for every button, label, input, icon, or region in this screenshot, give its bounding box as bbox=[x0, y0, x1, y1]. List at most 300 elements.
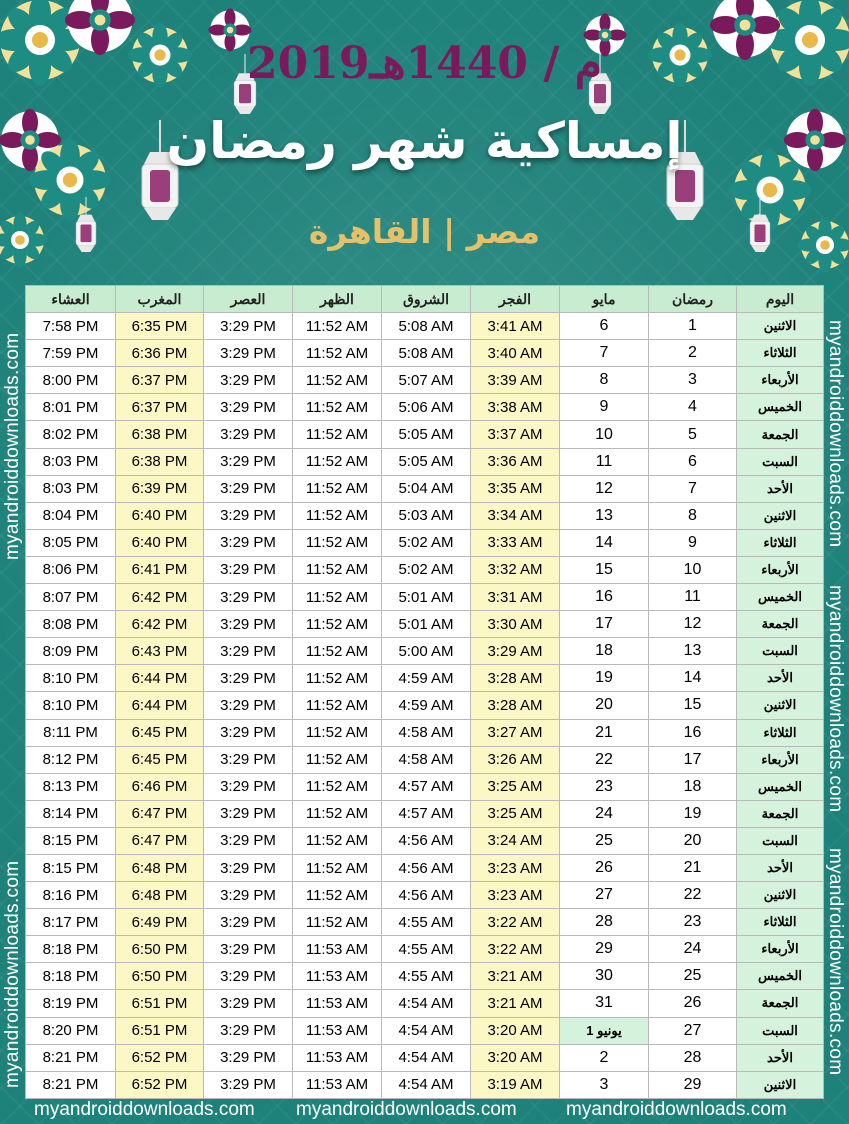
cell-may: 26 bbox=[560, 854, 649, 881]
cell-maghrib: 6:37 PM bbox=[116, 367, 204, 394]
cell-may: 25 bbox=[560, 827, 649, 854]
cell-fajr: 3:25 AM bbox=[471, 773, 560, 800]
table-row bbox=[26, 340, 824, 367]
cell-may: 13 bbox=[560, 502, 649, 529]
cell-dhuhr: 11:52 AM bbox=[293, 800, 382, 827]
cell-ramadan: 17 bbox=[649, 746, 737, 773]
table-row bbox=[26, 611, 824, 638]
cell-sunrise: 4:58 AM bbox=[382, 746, 471, 773]
cell-sunrise: 4:56 AM bbox=[382, 827, 471, 854]
table-row bbox=[26, 746, 824, 773]
table-row bbox=[26, 963, 824, 990]
cell-may: 21 bbox=[560, 719, 649, 746]
cell-maghrib: 6:45 PM bbox=[116, 746, 204, 773]
cell-dhuhr: 11:53 AM bbox=[293, 963, 382, 990]
cell-day: الثلاثاء bbox=[737, 909, 824, 936]
header-may: مايو bbox=[560, 286, 649, 313]
cell-fajr: 3:29 AM bbox=[471, 638, 560, 665]
cell-may: 3 bbox=[560, 1071, 649, 1098]
cell-dhuhr: 11:53 AM bbox=[293, 1071, 382, 1098]
watermark-right-top: myandroiddownloads.com bbox=[825, 320, 846, 548]
cell-day: الأربعاء bbox=[737, 746, 824, 773]
cell-day: السبت bbox=[737, 1017, 824, 1044]
cell-day: الاثنين bbox=[737, 1071, 824, 1098]
table-row bbox=[26, 665, 824, 692]
footer-site-2: myandroiddownloads.com bbox=[296, 1099, 517, 1120]
cell-fajr: 3:32 AM bbox=[471, 556, 560, 583]
cell-day: الأربعاء bbox=[737, 556, 824, 583]
header-asr: العصر bbox=[204, 286, 293, 313]
cell-ramadan: 9 bbox=[649, 529, 737, 556]
cell-maghrib: 6:42 PM bbox=[116, 584, 204, 611]
cell-asr: 3:29 PM bbox=[204, 421, 293, 448]
cell-asr: 3:29 PM bbox=[204, 529, 293, 556]
cell-day: السبت bbox=[737, 638, 824, 665]
cell-dhuhr: 11:52 AM bbox=[293, 746, 382, 773]
cell-sunrise: 5:00 AM bbox=[382, 638, 471, 665]
cell-may: 28 bbox=[560, 909, 649, 936]
cell-fajr: 3:34 AM bbox=[471, 502, 560, 529]
cell-isha: 8:03 PM bbox=[26, 475, 116, 502]
cell-maghrib: 6:43 PM bbox=[116, 638, 204, 665]
cell-day: الجمعة bbox=[737, 990, 824, 1017]
cell-dhuhr: 11:52 AM bbox=[293, 367, 382, 394]
cell-fajr: 3:19 AM bbox=[471, 1071, 560, 1098]
cell-maghrib: 6:44 PM bbox=[116, 692, 204, 719]
cell-ramadan: 5 bbox=[649, 421, 737, 448]
cell-isha: 8:10 PM bbox=[26, 692, 116, 719]
cell-sunrise: 4:55 AM bbox=[382, 909, 471, 936]
cell-dhuhr: 11:52 AM bbox=[293, 313, 382, 340]
cell-sunrise: 5:02 AM bbox=[382, 529, 471, 556]
table-header-row bbox=[26, 286, 824, 313]
cell-fajr: 3:41 AM bbox=[471, 313, 560, 340]
table-row bbox=[26, 854, 824, 881]
cell-dhuhr: 11:52 AM bbox=[293, 529, 382, 556]
watermark-right-mid: myandroiddownloads.com bbox=[825, 585, 846, 813]
watermark-left-bottom: myandroiddownloads.com bbox=[2, 860, 23, 1088]
cell-asr: 3:29 PM bbox=[204, 313, 293, 340]
cell-may: 19 bbox=[560, 665, 649, 692]
cell-isha: 8:01 PM bbox=[26, 394, 116, 421]
cell-fajr: 3:39 AM bbox=[471, 367, 560, 394]
header-isha: العشاء bbox=[26, 286, 116, 313]
table-row bbox=[26, 692, 824, 719]
cell-fajr: 3:20 AM bbox=[471, 1044, 560, 1071]
cell-ramadan: 3 bbox=[649, 367, 737, 394]
cell-maghrib: 6:47 PM bbox=[116, 827, 204, 854]
cell-maghrib: 6:40 PM bbox=[116, 502, 204, 529]
cell-ramadan: 21 bbox=[649, 854, 737, 881]
table-row bbox=[26, 800, 824, 827]
table-row bbox=[26, 909, 824, 936]
cell-asr: 3:29 PM bbox=[204, 936, 293, 963]
cell-dhuhr: 11:53 AM bbox=[293, 936, 382, 963]
table-row bbox=[26, 1017, 824, 1044]
table-row bbox=[26, 529, 824, 556]
cell-asr: 3:29 PM bbox=[204, 340, 293, 367]
cell-may: 15 bbox=[560, 556, 649, 583]
cell-may: 18 bbox=[560, 638, 649, 665]
cell-may: 8 bbox=[560, 367, 649, 394]
cell-isha: 8:00 PM bbox=[26, 367, 116, 394]
cell-may: 14 bbox=[560, 529, 649, 556]
cell-ramadan: 27 bbox=[649, 1017, 737, 1044]
cell-dhuhr: 11:52 AM bbox=[293, 827, 382, 854]
cell-isha: 8:17 PM bbox=[26, 909, 116, 936]
cell-asr: 3:29 PM bbox=[204, 665, 293, 692]
cell-may: 16 bbox=[560, 584, 649, 611]
cell-sunrise: 4:54 AM bbox=[382, 1071, 471, 1098]
cell-day: الثلاثاء bbox=[737, 529, 824, 556]
cell-day: الأربعاء bbox=[737, 367, 824, 394]
cell-dhuhr: 11:52 AM bbox=[293, 882, 382, 909]
cell-asr: 3:29 PM bbox=[204, 746, 293, 773]
cell-day: السبت bbox=[737, 448, 824, 475]
cell-dhuhr: 11:53 AM bbox=[293, 990, 382, 1017]
cell-day: الأحد bbox=[737, 475, 824, 502]
header-ramadan: رمضان bbox=[649, 286, 737, 313]
cell-dhuhr: 11:52 AM bbox=[293, 448, 382, 475]
cell-day: الأحد bbox=[737, 1044, 824, 1071]
cell-fajr: 3:22 AM bbox=[471, 909, 560, 936]
cell-isha: 8:12 PM bbox=[26, 746, 116, 773]
cell-asr: 3:29 PM bbox=[204, 990, 293, 1017]
cell-asr: 3:29 PM bbox=[204, 719, 293, 746]
cell-dhuhr: 11:52 AM bbox=[293, 719, 382, 746]
cell-may: 22 bbox=[560, 746, 649, 773]
cell-isha: 8:19 PM bbox=[26, 990, 116, 1017]
cell-asr: 3:29 PM bbox=[204, 475, 293, 502]
cell-may: 12 bbox=[560, 475, 649, 502]
cell-maghrib: 6:46 PM bbox=[116, 773, 204, 800]
cell-sunrise: 4:55 AM bbox=[382, 963, 471, 990]
cell-day: الأحد bbox=[737, 854, 824, 881]
cell-dhuhr: 11:52 AM bbox=[293, 556, 382, 583]
table-row bbox=[26, 1044, 824, 1071]
cell-fajr: 3:28 AM bbox=[471, 665, 560, 692]
cell-fajr: 3:33 AM bbox=[471, 529, 560, 556]
cell-maghrib: 6:38 PM bbox=[116, 421, 204, 448]
cell-sunrise: 4:55 AM bbox=[382, 936, 471, 963]
cell-maghrib: 6:47 PM bbox=[116, 800, 204, 827]
cell-isha: 8:03 PM bbox=[26, 448, 116, 475]
cell-ramadan: 26 bbox=[649, 990, 737, 1017]
watermark-right-bottom: myandroiddownloads.com bbox=[825, 848, 846, 1076]
cell-dhuhr: 11:52 AM bbox=[293, 638, 382, 665]
cell-day: الاثنين bbox=[737, 692, 824, 719]
cell-ramadan: 1 bbox=[649, 313, 737, 340]
cell-isha: 8:20 PM bbox=[26, 1017, 116, 1044]
header-day: اليوم bbox=[737, 286, 824, 313]
cell-may: 29 bbox=[560, 936, 649, 963]
cell-sunrise: 4:59 AM bbox=[382, 665, 471, 692]
cell-dhuhr: 11:52 AM bbox=[293, 909, 382, 936]
cell-fajr: 3:23 AM bbox=[471, 882, 560, 909]
cell-dhuhr: 11:52 AM bbox=[293, 611, 382, 638]
table-row bbox=[26, 773, 824, 800]
cell-sunrise: 4:54 AM bbox=[382, 990, 471, 1017]
cell-day: الاثنين bbox=[737, 882, 824, 909]
cell-asr: 3:29 PM bbox=[204, 584, 293, 611]
cell-may: 24 bbox=[560, 800, 649, 827]
cell-may: 10 bbox=[560, 421, 649, 448]
cell-maghrib: 6:41 PM bbox=[116, 556, 204, 583]
cell-asr: 3:29 PM bbox=[204, 1071, 293, 1098]
cell-dhuhr: 11:53 AM bbox=[293, 1044, 382, 1071]
cell-ramadan: 4 bbox=[649, 394, 737, 421]
cell-day: الثلاثاء bbox=[737, 340, 824, 367]
cell-may: 31 bbox=[560, 990, 649, 1017]
cell-fajr: 3:36 AM bbox=[471, 448, 560, 475]
cell-fajr: 3:26 AM bbox=[471, 746, 560, 773]
cell-fajr: 3:20 AM bbox=[471, 1017, 560, 1044]
cell-may: 1 يونيو bbox=[560, 1017, 649, 1044]
table-row bbox=[26, 882, 824, 909]
cell-dhuhr: 11:53 AM bbox=[293, 1017, 382, 1044]
table-row bbox=[26, 313, 824, 340]
table-row bbox=[26, 475, 824, 502]
cell-dhuhr: 11:52 AM bbox=[293, 584, 382, 611]
cell-isha: 8:05 PM bbox=[26, 529, 116, 556]
cell-sunrise: 5:08 AM bbox=[382, 313, 471, 340]
cell-fajr: 3:31 AM bbox=[471, 584, 560, 611]
cell-ramadan: 11 bbox=[649, 584, 737, 611]
cell-ramadan: 15 bbox=[649, 692, 737, 719]
cell-day: الخميس bbox=[737, 394, 824, 421]
cell-day: الخميس bbox=[737, 773, 824, 800]
cell-maghrib: 6:51 PM bbox=[116, 990, 204, 1017]
year-heading: 2019م / 1440هـ bbox=[247, 38, 602, 89]
cell-fajr: 3:28 AM bbox=[471, 692, 560, 719]
cell-ramadan: 16 bbox=[649, 719, 737, 746]
cell-dhuhr: 11:52 AM bbox=[293, 854, 382, 881]
cell-fajr: 3:25 AM bbox=[471, 800, 560, 827]
cell-asr: 3:29 PM bbox=[204, 854, 293, 881]
cell-ramadan: 24 bbox=[649, 936, 737, 963]
cell-asr: 3:29 PM bbox=[204, 502, 293, 529]
table-row bbox=[26, 421, 824, 448]
cell-isha: 8:04 PM bbox=[26, 502, 116, 529]
cell-asr: 3:29 PM bbox=[204, 909, 293, 936]
table-row bbox=[26, 638, 824, 665]
table-body bbox=[26, 313, 824, 1099]
cell-day: الخميس bbox=[737, 963, 824, 990]
table-row bbox=[26, 827, 824, 854]
cell-isha: 8:09 PM bbox=[26, 638, 116, 665]
cell-day: الجمعة bbox=[737, 800, 824, 827]
cell-sunrise: 5:04 AM bbox=[382, 475, 471, 502]
cell-fajr: 3:27 AM bbox=[471, 719, 560, 746]
cell-ramadan: 28 bbox=[649, 1044, 737, 1071]
cell-dhuhr: 11:52 AM bbox=[293, 475, 382, 502]
cell-maghrib: 6:40 PM bbox=[116, 529, 204, 556]
cell-asr: 3:29 PM bbox=[204, 394, 293, 421]
cell-asr: 3:29 PM bbox=[204, 692, 293, 719]
cell-sunrise: 5:05 AM bbox=[382, 421, 471, 448]
cell-asr: 3:29 PM bbox=[204, 556, 293, 583]
cell-dhuhr: 11:52 AM bbox=[293, 773, 382, 800]
cell-may: 30 bbox=[560, 963, 649, 990]
cell-may: 17 bbox=[560, 611, 649, 638]
cell-day: الجمعة bbox=[737, 421, 824, 448]
cell-asr: 3:29 PM bbox=[204, 773, 293, 800]
cell-sunrise: 5:05 AM bbox=[382, 448, 471, 475]
cell-ramadan: 29 bbox=[649, 1071, 737, 1098]
footer-site-1: myandroiddownloads.com bbox=[34, 1099, 255, 1120]
cell-sunrise: 4:58 AM bbox=[382, 719, 471, 746]
cell-day: الاثنين bbox=[737, 313, 824, 340]
cell-ramadan: 10 bbox=[649, 556, 737, 583]
cell-may: 23 bbox=[560, 773, 649, 800]
cell-maghrib: 6:52 PM bbox=[116, 1044, 204, 1071]
cell-sunrise: 4:57 AM bbox=[382, 773, 471, 800]
cell-dhuhr: 11:52 AM bbox=[293, 665, 382, 692]
cell-maghrib: 6:52 PM bbox=[116, 1071, 204, 1098]
page-title: إمساكية شهر رمضان bbox=[166, 112, 683, 170]
cell-ramadan: 7 bbox=[649, 475, 737, 502]
cell-isha: 8:14 PM bbox=[26, 800, 116, 827]
cell-maghrib: 6:45 PM bbox=[116, 719, 204, 746]
cell-ramadan: 25 bbox=[649, 963, 737, 990]
cell-dhuhr: 11:52 AM bbox=[293, 421, 382, 448]
cell-fajr: 3:21 AM bbox=[471, 990, 560, 1017]
cell-asr: 3:29 PM bbox=[204, 827, 293, 854]
table-row bbox=[26, 584, 824, 611]
cell-asr: 3:29 PM bbox=[204, 367, 293, 394]
cell-day: الخميس bbox=[737, 584, 824, 611]
cell-isha: 8:06 PM bbox=[26, 556, 116, 583]
cell-dhuhr: 11:52 AM bbox=[293, 502, 382, 529]
cell-ramadan: 2 bbox=[649, 340, 737, 367]
imsakiya-table bbox=[25, 285, 824, 1099]
cell-fajr: 3:21 AM bbox=[471, 963, 560, 990]
cell-ramadan: 22 bbox=[649, 882, 737, 909]
cell-isha: 8:18 PM bbox=[26, 963, 116, 990]
cell-asr: 3:29 PM bbox=[204, 448, 293, 475]
cell-isha: 7:59 PM bbox=[26, 340, 116, 367]
cell-asr: 3:29 PM bbox=[204, 1044, 293, 1071]
cell-isha: 8:21 PM bbox=[26, 1044, 116, 1071]
table-row bbox=[26, 990, 824, 1017]
cell-maghrib: 6:42 PM bbox=[116, 611, 204, 638]
cell-ramadan: 13 bbox=[649, 638, 737, 665]
table-row bbox=[26, 367, 824, 394]
cell-day: السبت bbox=[737, 827, 824, 854]
cell-fajr: 3:23 AM bbox=[471, 854, 560, 881]
cell-asr: 3:29 PM bbox=[204, 800, 293, 827]
cell-maghrib: 6:37 PM bbox=[116, 394, 204, 421]
cell-day: الاثنين bbox=[737, 502, 824, 529]
cell-sunrise: 5:08 AM bbox=[382, 340, 471, 367]
cell-maghrib: 6:49 PM bbox=[116, 909, 204, 936]
cell-may: 7 bbox=[560, 340, 649, 367]
cell-sunrise: 4:56 AM bbox=[382, 854, 471, 881]
cell-may: 27 bbox=[560, 882, 649, 909]
cell-isha: 8:08 PM bbox=[26, 611, 116, 638]
table-row bbox=[26, 448, 824, 475]
cell-sunrise: 5:02 AM bbox=[382, 556, 471, 583]
cell-ramadan: 12 bbox=[649, 611, 737, 638]
cell-isha: 8:10 PM bbox=[26, 665, 116, 692]
header-sunrise: الشروق bbox=[382, 286, 471, 313]
table-row bbox=[26, 936, 824, 963]
cell-sunrise: 5:06 AM bbox=[382, 394, 471, 421]
cell-day: الثلاثاء bbox=[737, 719, 824, 746]
cell-maghrib: 6:35 PM bbox=[116, 313, 204, 340]
cell-asr: 3:29 PM bbox=[204, 638, 293, 665]
cell-ramadan: 18 bbox=[649, 773, 737, 800]
footer bbox=[0, 1099, 849, 1124]
cell-asr: 3:29 PM bbox=[204, 882, 293, 909]
cell-fajr: 3:35 AM bbox=[471, 475, 560, 502]
cell-may: 11 bbox=[560, 448, 649, 475]
cell-maghrib: 6:48 PM bbox=[116, 854, 204, 881]
cell-isha: 8:18 PM bbox=[26, 936, 116, 963]
cell-ramadan: 20 bbox=[649, 827, 737, 854]
cell-ramadan: 19 bbox=[649, 800, 737, 827]
cell-dhuhr: 11:52 AM bbox=[293, 394, 382, 421]
cell-sunrise: 4:59 AM bbox=[382, 692, 471, 719]
cell-isha: 8:16 PM bbox=[26, 882, 116, 909]
cell-maghrib: 6:36 PM bbox=[116, 340, 204, 367]
cell-sunrise: 5:07 AM bbox=[382, 367, 471, 394]
cell-maghrib: 6:39 PM bbox=[116, 475, 204, 502]
cell-asr: 3:29 PM bbox=[204, 1017, 293, 1044]
cell-day: الجمعة bbox=[737, 611, 824, 638]
cell-sunrise: 4:54 AM bbox=[382, 1017, 471, 1044]
cell-asr: 3:29 PM bbox=[204, 611, 293, 638]
table-row bbox=[26, 556, 824, 583]
cell-sunrise: 4:57 AM bbox=[382, 800, 471, 827]
cell-maghrib: 6:38 PM bbox=[116, 448, 204, 475]
cell-may: 6 bbox=[560, 313, 649, 340]
cell-sunrise: 5:01 AM bbox=[382, 611, 471, 638]
cell-maghrib: 6:51 PM bbox=[116, 1017, 204, 1044]
cell-fajr: 3:40 AM bbox=[471, 340, 560, 367]
header-fajr: الفجر bbox=[471, 286, 560, 313]
watermark-left-top: myandroiddownloads.com bbox=[2, 332, 23, 560]
cell-isha: 8:07 PM bbox=[26, 584, 116, 611]
cell-fajr: 3:24 AM bbox=[471, 827, 560, 854]
cell-ramadan: 8 bbox=[649, 502, 737, 529]
cell-may: 2 bbox=[560, 1044, 649, 1071]
table-row bbox=[26, 502, 824, 529]
cell-fajr: 3:22 AM bbox=[471, 936, 560, 963]
cell-maghrib: 6:44 PM bbox=[116, 665, 204, 692]
cell-fajr: 3:30 AM bbox=[471, 611, 560, 638]
cell-dhuhr: 11:52 AM bbox=[293, 692, 382, 719]
cell-isha: 7:58 PM bbox=[26, 313, 116, 340]
cell-may: 9 bbox=[560, 394, 649, 421]
cell-isha: 8:15 PM bbox=[26, 827, 116, 854]
cell-isha: 8:15 PM bbox=[26, 854, 116, 881]
cell-isha: 8:13 PM bbox=[26, 773, 116, 800]
cell-maghrib: 6:50 PM bbox=[116, 936, 204, 963]
cell-sunrise: 4:54 AM bbox=[382, 1044, 471, 1071]
cell-asr: 3:29 PM bbox=[204, 963, 293, 990]
cell-ramadan: 23 bbox=[649, 909, 737, 936]
cell-ramadan: 6 bbox=[649, 448, 737, 475]
cell-day: الأحد bbox=[737, 665, 824, 692]
cell-maghrib: 6:50 PM bbox=[116, 963, 204, 990]
cell-dhuhr: 11:52 AM bbox=[293, 340, 382, 367]
cell-isha: 8:02 PM bbox=[26, 421, 116, 448]
cell-sunrise: 5:03 AM bbox=[382, 502, 471, 529]
cell-isha: 8:21 PM bbox=[26, 1071, 116, 1098]
cell-day: الأربعاء bbox=[737, 936, 824, 963]
table-row bbox=[26, 394, 824, 421]
